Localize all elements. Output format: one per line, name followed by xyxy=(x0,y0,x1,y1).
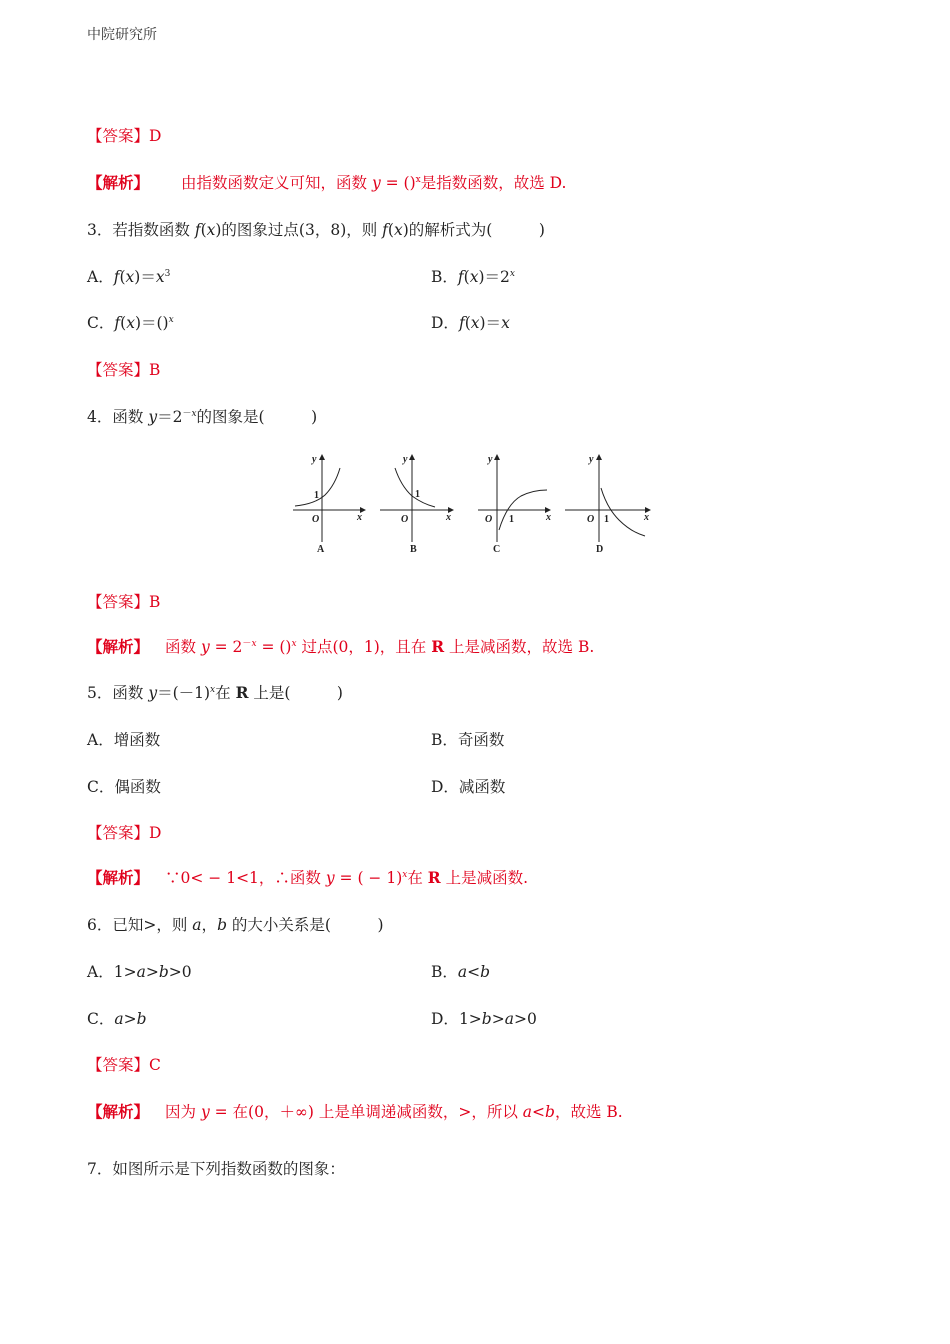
answer-line xyxy=(87,126,161,146)
question-6: 6．已知>，则 a，b 的大小关系是( ) xyxy=(87,916,384,934)
svg-text:B: B xyxy=(410,544,417,555)
svg-text:O: O xyxy=(312,514,320,525)
svg-text:A: A xyxy=(317,544,325,555)
svg-text:D: D xyxy=(596,544,604,555)
answer-line: 【答案】B xyxy=(87,361,161,379)
option-d: D．1>b>a>0 xyxy=(431,1010,537,1028)
header-title: 中院研究所 xyxy=(87,27,157,43)
svg-text:C: C xyxy=(493,544,501,555)
option-a: A．1>a>b>0 xyxy=(87,963,192,981)
svg-text:1: 1 xyxy=(509,514,514,525)
graph-a xyxy=(293,455,365,542)
explanation-line: 【解析】 由指数函数定义可知，函数 y = ()$^x$是指数函数，故选 D. xyxy=(87,173,567,192)
question-7: 7．如图所示是下列指数函数的图象： xyxy=(87,1160,345,1178)
answer-label: 【答案】 xyxy=(87,127,150,145)
option-c: C．a>b xyxy=(87,1010,147,1028)
question-4: 4．函数 $y=2^{-x}$的图象是( ) xyxy=(87,408,318,426)
svg-text:x: x xyxy=(446,512,451,523)
explanation-label: 【解析】 xyxy=(87,173,150,192)
question-5: 5．函数 $y=(-1)^x$在 R 上是( ) xyxy=(87,683,343,702)
function-graph-figure xyxy=(285,450,660,562)
answer-line: 【答案】D xyxy=(87,824,162,842)
svg-text:O: O xyxy=(485,514,493,525)
option-c: C．f(x)＝()$^x$ xyxy=(87,314,174,332)
svg-text:x: x xyxy=(546,512,551,523)
question-3: 3．若指数函数 f(x)的图象过点(3，8)，则 f(x)的解析式为( ) xyxy=(87,221,545,239)
svg-text:x: x xyxy=(357,512,362,523)
option-b: B．a<b xyxy=(431,963,491,981)
answer-line: 【答案】B xyxy=(87,593,161,611)
explanation-line: 【解析】 函数 $y = 2^{-x} = ()^x$ 过点(0，1)，且在 R 上是减函数，故选 B. xyxy=(87,637,595,656)
option-d: D．f(x)＝x xyxy=(431,314,510,332)
option-a: A．$f(x)=x^3$ xyxy=(87,268,171,286)
svg-text:1: 1 xyxy=(415,489,420,500)
svg-text:O: O xyxy=(587,514,595,525)
svg-text:y: y xyxy=(589,454,594,465)
svg-text:x: x xyxy=(644,512,649,523)
option-b: B．$f(x)=2^x$ xyxy=(431,268,515,286)
svg-text:y: y xyxy=(312,454,317,465)
option-a: A．增函数 xyxy=(87,731,161,749)
svg-text:y: y xyxy=(488,454,493,465)
svg-text:1: 1 xyxy=(314,490,319,501)
svg-text:y: y xyxy=(403,454,408,465)
answer-line: 【答案】C xyxy=(87,1056,161,1074)
option-b: B．奇函数 xyxy=(431,731,505,749)
option-d: D．减函数 xyxy=(431,778,506,796)
svg-text:1: 1 xyxy=(604,514,609,525)
graph-c xyxy=(478,455,550,542)
graph-d xyxy=(565,455,650,542)
graph-options-svg xyxy=(285,450,660,562)
answer-value: D xyxy=(149,127,162,145)
option-c: C．偶函数 xyxy=(87,778,161,796)
svg-text:O: O xyxy=(401,514,409,525)
explanation-line: 【解析】 因为 y = 在(0，＋∞) 上是单调递减函数，>，所以 a<b，故选 B. xyxy=(87,1102,623,1121)
explanation-line: 【解析】 ∵0< − 1<1，∴函数 y = ( − 1)$^x$在 R 上是减函数. xyxy=(87,868,529,887)
